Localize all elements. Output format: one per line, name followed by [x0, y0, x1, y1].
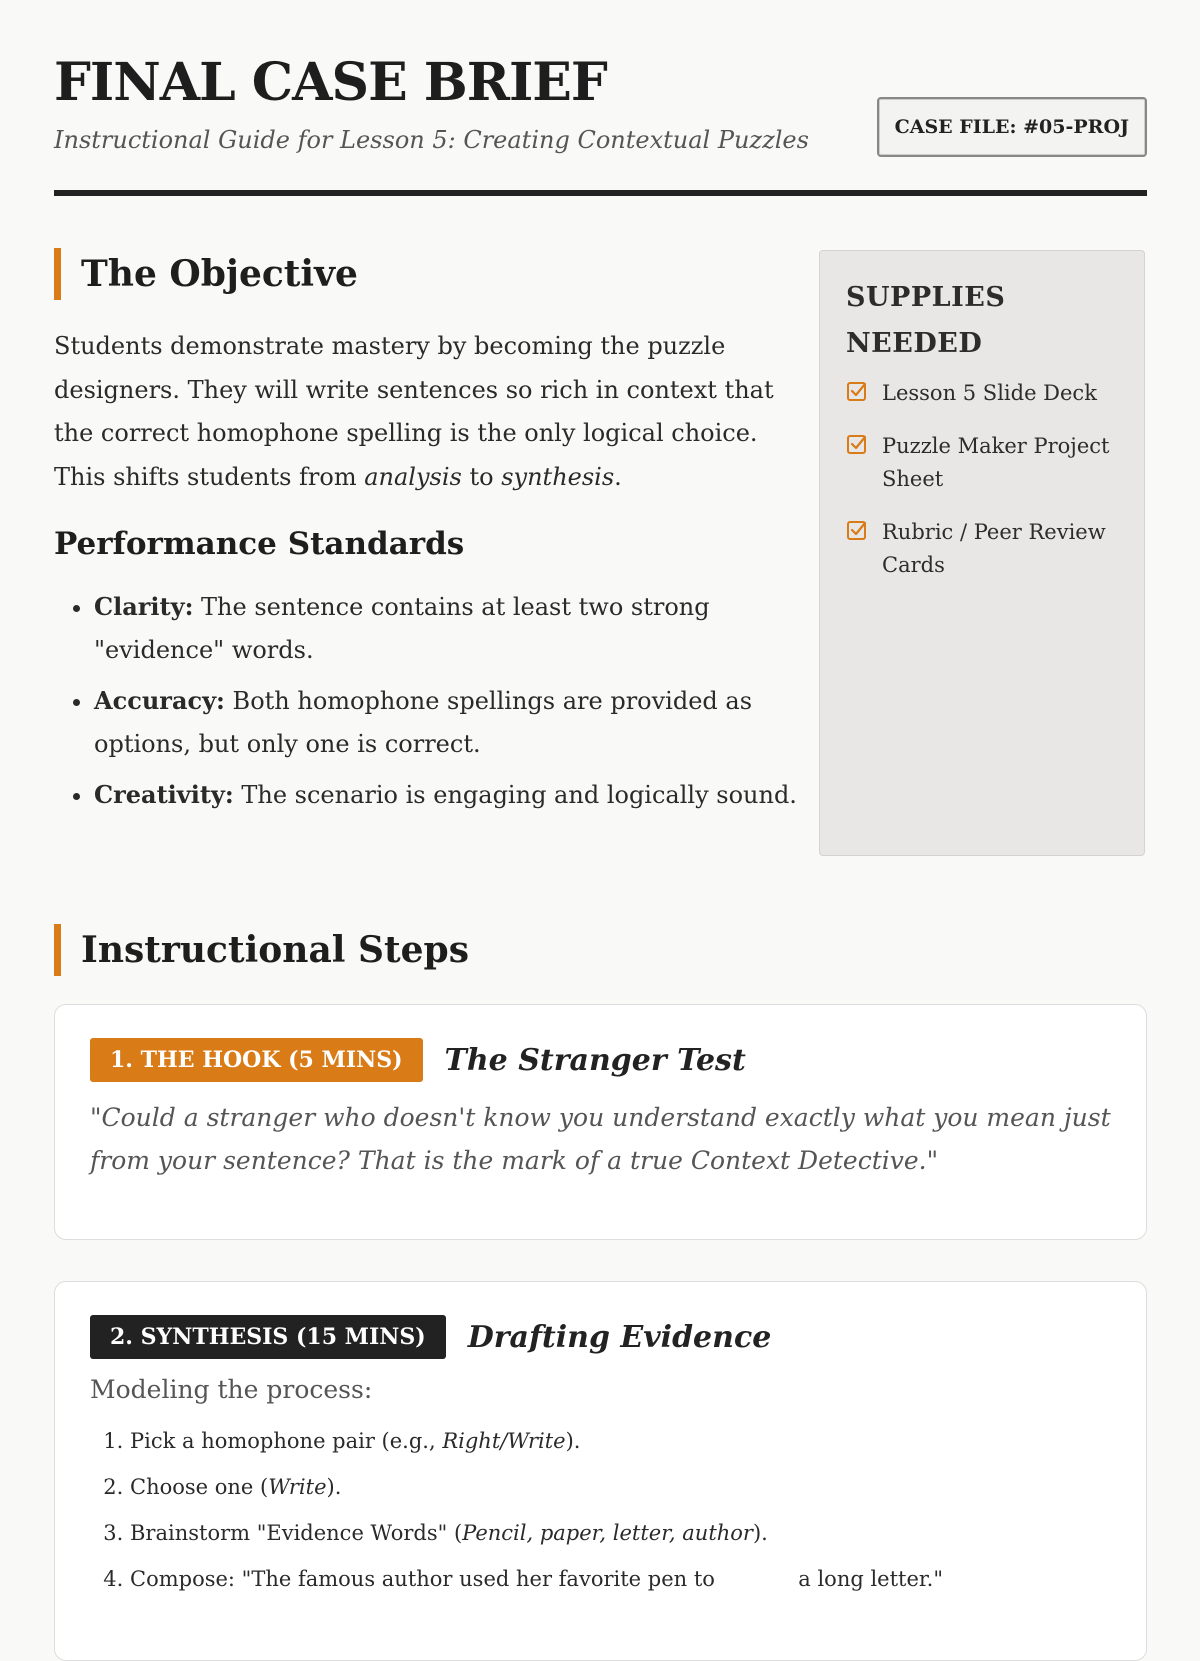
- supply-item: [846, 516, 1118, 582]
- step-badge: 2. SYNTHESIS (15 MINS): [90, 1315, 446, 1359]
- standard-text: The sentence contains at least two strong "evidence" words.: [94, 593, 710, 664]
- process-step-text: ).: [565, 1429, 581, 1453]
- standard-item: [94, 773, 814, 817]
- supplies-list: [846, 377, 1118, 582]
- page-title: FINAL CASE BRIEF: [54, 52, 607, 113]
- objective-heading: The Objective: [54, 248, 358, 300]
- case-file-badge: CASE FILE: #05-PROJ: [877, 97, 1147, 157]
- supply-item-label: Lesson 5 Slide Deck: [882, 381, 1097, 405]
- instructional-steps-heading: Instructional Steps: [54, 924, 469, 976]
- process-step: [130, 1418, 1111, 1464]
- supply-item: [846, 377, 1118, 410]
- standard-label: Clarity:: [94, 592, 194, 621]
- objective-text-part: to: [461, 462, 502, 491]
- process-step-text: Choose one (: [130, 1475, 269, 1499]
- objective-text-part: Students demonstrate mastery by becoming the puzzle designers. They will write sentences so rich in context that the correct homophone spelling is the only logical choice. This shifts students from: [54, 332, 774, 491]
- process-step-text: ).: [752, 1521, 768, 1545]
- step-quote: "Could a stranger who doesn't know you understand exactly what you mean just from your sentence? That is the mark of a true Context Detective.": [90, 1103, 1111, 1175]
- objective-text: [54, 325, 774, 499]
- standard-label: Creativity:: [94, 780, 234, 809]
- process-step: [130, 1556, 1111, 1602]
- supply-item-label: Rubric / Peer Review Cards: [882, 520, 1106, 577]
- supplies-heading: SUPPLIES NEEDED: [846, 282, 1006, 359]
- process-steps-list: [90, 1418, 1111, 1602]
- process-step: [130, 1510, 1111, 1556]
- step-title: The Stranger Test: [444, 1042, 746, 1078]
- checkbox-icon: [846, 433, 870, 457]
- supply-item-label: Puzzle Maker Project Sheet: [882, 434, 1110, 491]
- objective-emphasis-synthesis: synthesis: [501, 462, 615, 491]
- standard-item: [94, 585, 814, 672]
- page-subtitle: Instructional Guide for Lesson 5: Creating Contextual Puzzles: [54, 126, 809, 154]
- checkbox-icon: [846, 519, 870, 543]
- supplies-panel: [819, 250, 1145, 856]
- step-lead: Modeling the process:: [90, 1375, 373, 1404]
- process-step: [130, 1464, 1111, 1510]
- process-step-text: Compose: "The famous author used her favorite pen to: [130, 1567, 722, 1591]
- step-card-hook: [54, 1004, 1147, 1240]
- step-card-synthesis: [54, 1281, 1147, 1661]
- process-step-emphasis: Right/Write: [442, 1429, 566, 1453]
- performance-standards-list: [54, 585, 814, 824]
- process-step-text: Brainstorm "Evidence Words" (: [130, 1521, 463, 1545]
- checkbox-icon: [846, 380, 870, 404]
- process-step-text: ).: [326, 1475, 342, 1499]
- objective-emphasis-analysis: analysis: [364, 462, 462, 491]
- step-title: Drafting Evidence: [467, 1319, 772, 1355]
- page-header: [54, 0, 1147, 196]
- standard-label: Accuracy:: [94, 686, 225, 715]
- process-step-emphasis: Write: [268, 1475, 327, 1499]
- objective-text-part: .: [614, 462, 622, 491]
- process-step-text: a long letter.": [791, 1567, 943, 1591]
- standard-text: The scenario is engaging and logically sound.: [233, 781, 797, 809]
- standard-text: Both homophone spellings are provided as options, but only one is correct.: [94, 687, 753, 758]
- step-badge: 1. THE HOOK (5 MINS): [90, 1038, 423, 1082]
- supply-item: [846, 430, 1118, 496]
- standard-item: [94, 679, 814, 766]
- process-step-emphasis: Pencil, paper, letter, author: [462, 1521, 753, 1545]
- performance-standards-heading: Performance Standards: [54, 526, 465, 562]
- process-step-text: Pick a homophone pair (e.g.,: [130, 1429, 443, 1453]
